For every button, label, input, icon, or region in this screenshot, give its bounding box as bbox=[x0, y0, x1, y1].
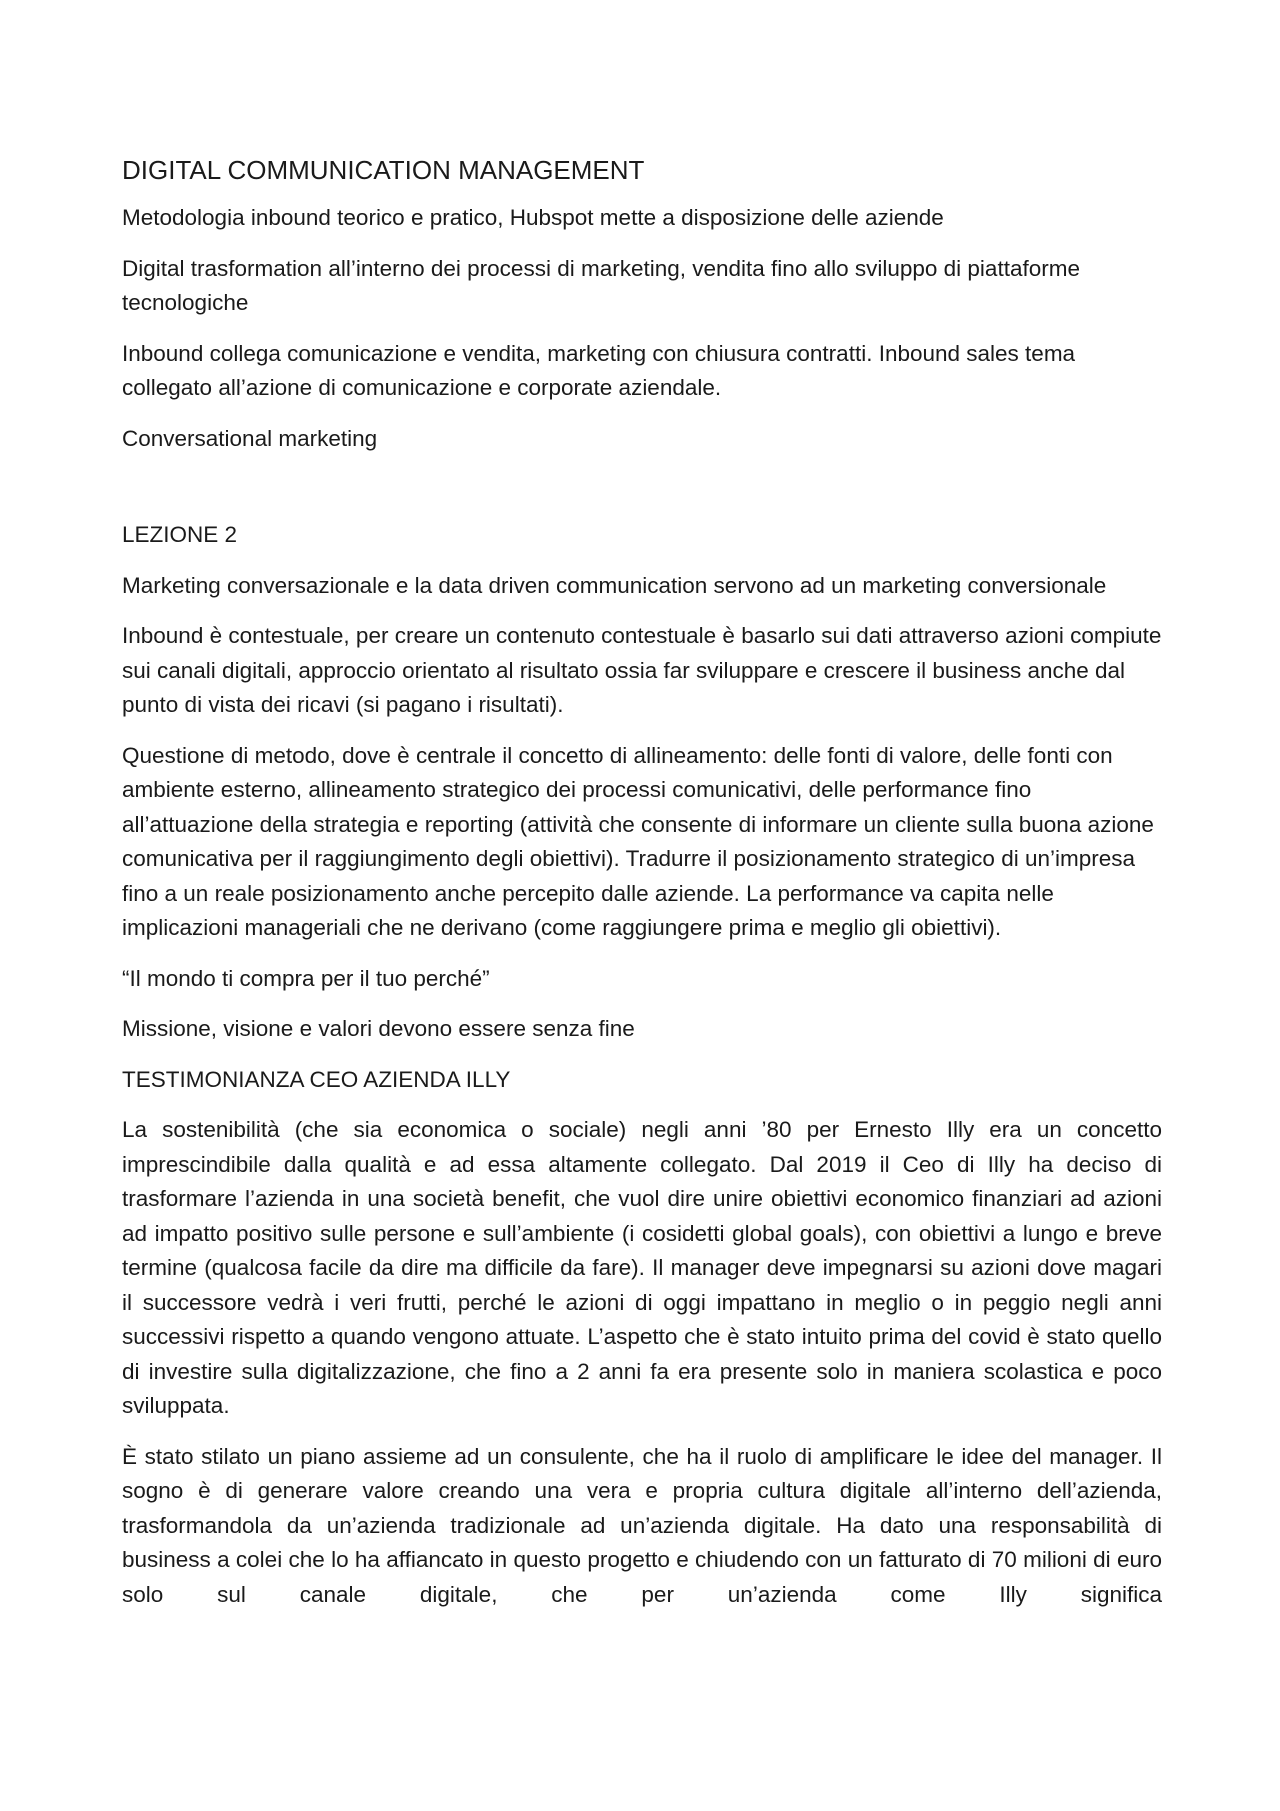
testimony-heading: TESTIMONIANZA CEO AZIENDA ILLY bbox=[122, 1066, 511, 1092]
section-spacer bbox=[122, 472, 1162, 518]
testimony-paragraph-2: È stato stilato un piano assieme ad un consulente, che ha il ruolo di amplificare le idee del manager. Il sogno è di generare valore creando una vera e propria cultura digitale all’interno dell’azienda, trasformandola da un’azienda tradizionale ad un’azienda digitale. Ha dato una responsabilità di business a colei che lo ha affiancato in questo progetto e chiudendo con un fatturato di 70 milioni di euro solo sul canale digitale, che per un’azienda come Illy significa bbox=[122, 1443, 1162, 1607]
intro-paragraph-3: Inbound collega comunicazione e vendita, marketing con chiusura contratti. Inbound sales tema collegato all’azione di comunicazione e corporate aziendale. bbox=[122, 340, 1076, 400]
lesson-2-paragraph-5: Missione, visione e valori devono essere senza fine bbox=[122, 1016, 635, 1041]
document-page bbox=[122, 153, 1162, 1628]
lesson-2-paragraph-3: Questione di metodo, dove è centrale il concetto di allineamento: delle fonti di valore, delle fonti con ambiente esterno, allineamento strategico dei processi comunicativi, delle performance fino all’attuazione della strategia e reporting (attività che consente di informare un cliente sulla buona azione comunicativa per il raggiungimento degli obiettivi). Tradurre il posizionamento strategico di un’impresa fino a un reale posizionamento anche percepito dalle aziende. La performance va capita nelle implicazioni manageriali che ne derivano (come raggiungere prima e meglio gli obiettivi). bbox=[122, 742, 1154, 940]
lesson-2-heading: LEZIONE 2 bbox=[122, 522, 238, 547]
intro-paragraph-4: Conversational marketing bbox=[122, 425, 378, 451]
lesson-2-paragraph-2: Inbound è contestuale, per creare un contenuto contestuale è basarlo sui dati attraverso azioni compiute sui canali digitali, approccio orientato al risultato ossia far sviluppare e crescere il business anche dal punto di vista dei ricavi (si pagano i risultati). bbox=[122, 623, 1162, 717]
intro-paragraph-2: Digital trasformation all’interno dei processi di marketing, vendita fino allo sviluppo di piattaforme tecnologiche bbox=[122, 255, 1080, 315]
testimony-paragraph-1: La sostenibilità (che sia economica o sociale) negli anni ’80 per Ernesto Illy era un concetto imprescindibile dalla qualità e ad essa altamente collegato. Dal 2019 il Ceo di Illy ha deciso di trasformare l’azienda in una società benefit, che vuol dire unire obiettivi economico finanziari ad azioni ad impatto positivo sulle persone e sull’ambiente (i cosidetti global goals), con obiettivi a lungo e breve termine (qualcosa facile da dire ma difficile da fare). Il manager deve impegnarsi su azioni dove magari il successore vedrà i veri frutti, perché le azioni di oggi impattano in meglio o in peggio negli anni successivi rispetto a quando vengono attuate. L’aspetto che è stato intuito prima del covid è stato quello di investire sulla digitalizzazione, che fino a 2 anni fa era presente solo in maniera scolastica e poco sviluppata. bbox=[122, 1117, 1162, 1418]
document-title: DIGITAL COMMUNICATION MANAGEMENT bbox=[122, 155, 645, 185]
lesson-2-quote: “Il mondo ti compra per il tuo perché” bbox=[122, 965, 490, 991]
intro-paragraph-1: Metodologia inbound teorico e pratico, Hubspot mette a disposizione delle aziende bbox=[122, 205, 944, 230]
lesson-2-paragraph-1: Marketing conversazionale e la data driven communication servono ad un marketing conversionale bbox=[122, 572, 1107, 598]
